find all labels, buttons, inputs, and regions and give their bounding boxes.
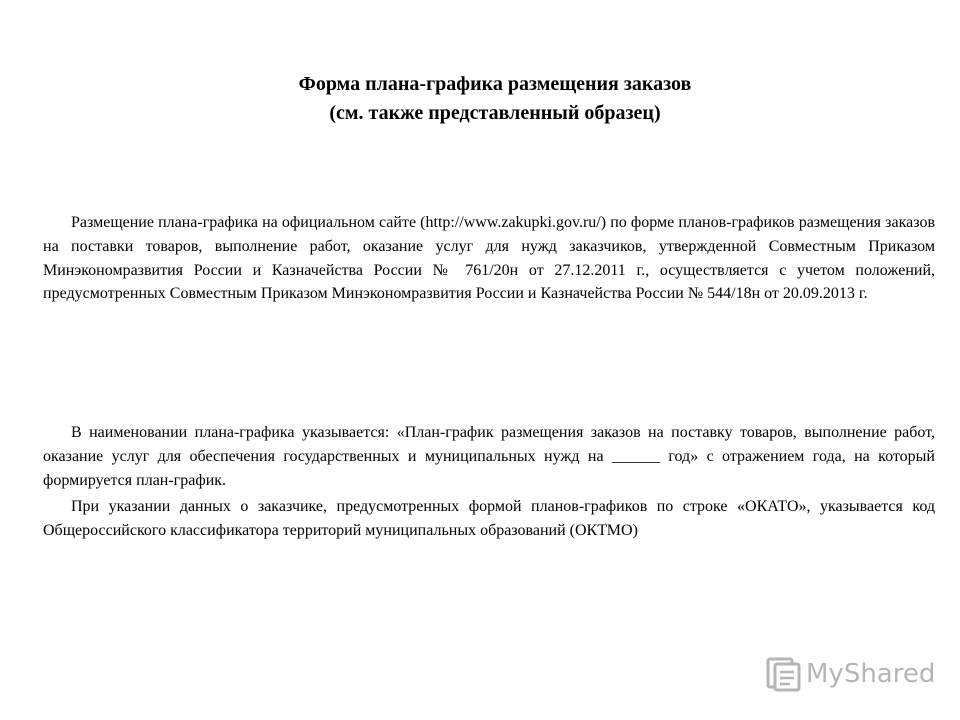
watermark-text: MyShared: [806, 659, 936, 689]
watermark: [764, 654, 935, 694]
title-line-2: (см. также представленный образец): [329, 102, 661, 124]
title-line-1: Форма плана-графика размещения заказов: [298, 73, 692, 95]
mystudies-logo-icon: [764, 655, 802, 693]
paragraph-customer-data: При указании данных о заказчике, предусмотренных формой планов-графиков по строке «ОКАТО», указывается код Общероссийского классификатора территорий муниципальных образований (ОКТМО): [43, 498, 935, 539]
paragraph-naming: В наименовании плана-графика указывается: «План-график размещения заказов на поставку товаров, выполнение работ, оказание услуг для обеспечения государственных и муниципальных нужд на ______ год» с отражением года, на который формируется план-график.: [43, 424, 935, 489]
document-title: [0, 70, 960, 128]
paragraph-placement: Размещение плана-графика на официальном сайте (http://www.zakupki.gov.ru/) по форме планов-графиков размещения заказов на поставки товаров, выполнение работ, оказание услуг для нужд заказчиков, утвержденной Совместным Приказом Минэкономразвития России и Казначейства России № 761/20н от 27.12.2011 г., осуществляется с учетом положений, предусмотренных Совместным Приказом Минэкономразвития России и Казначейства России № 544/18н от 20.09.2013 г.: [43, 214, 935, 303]
